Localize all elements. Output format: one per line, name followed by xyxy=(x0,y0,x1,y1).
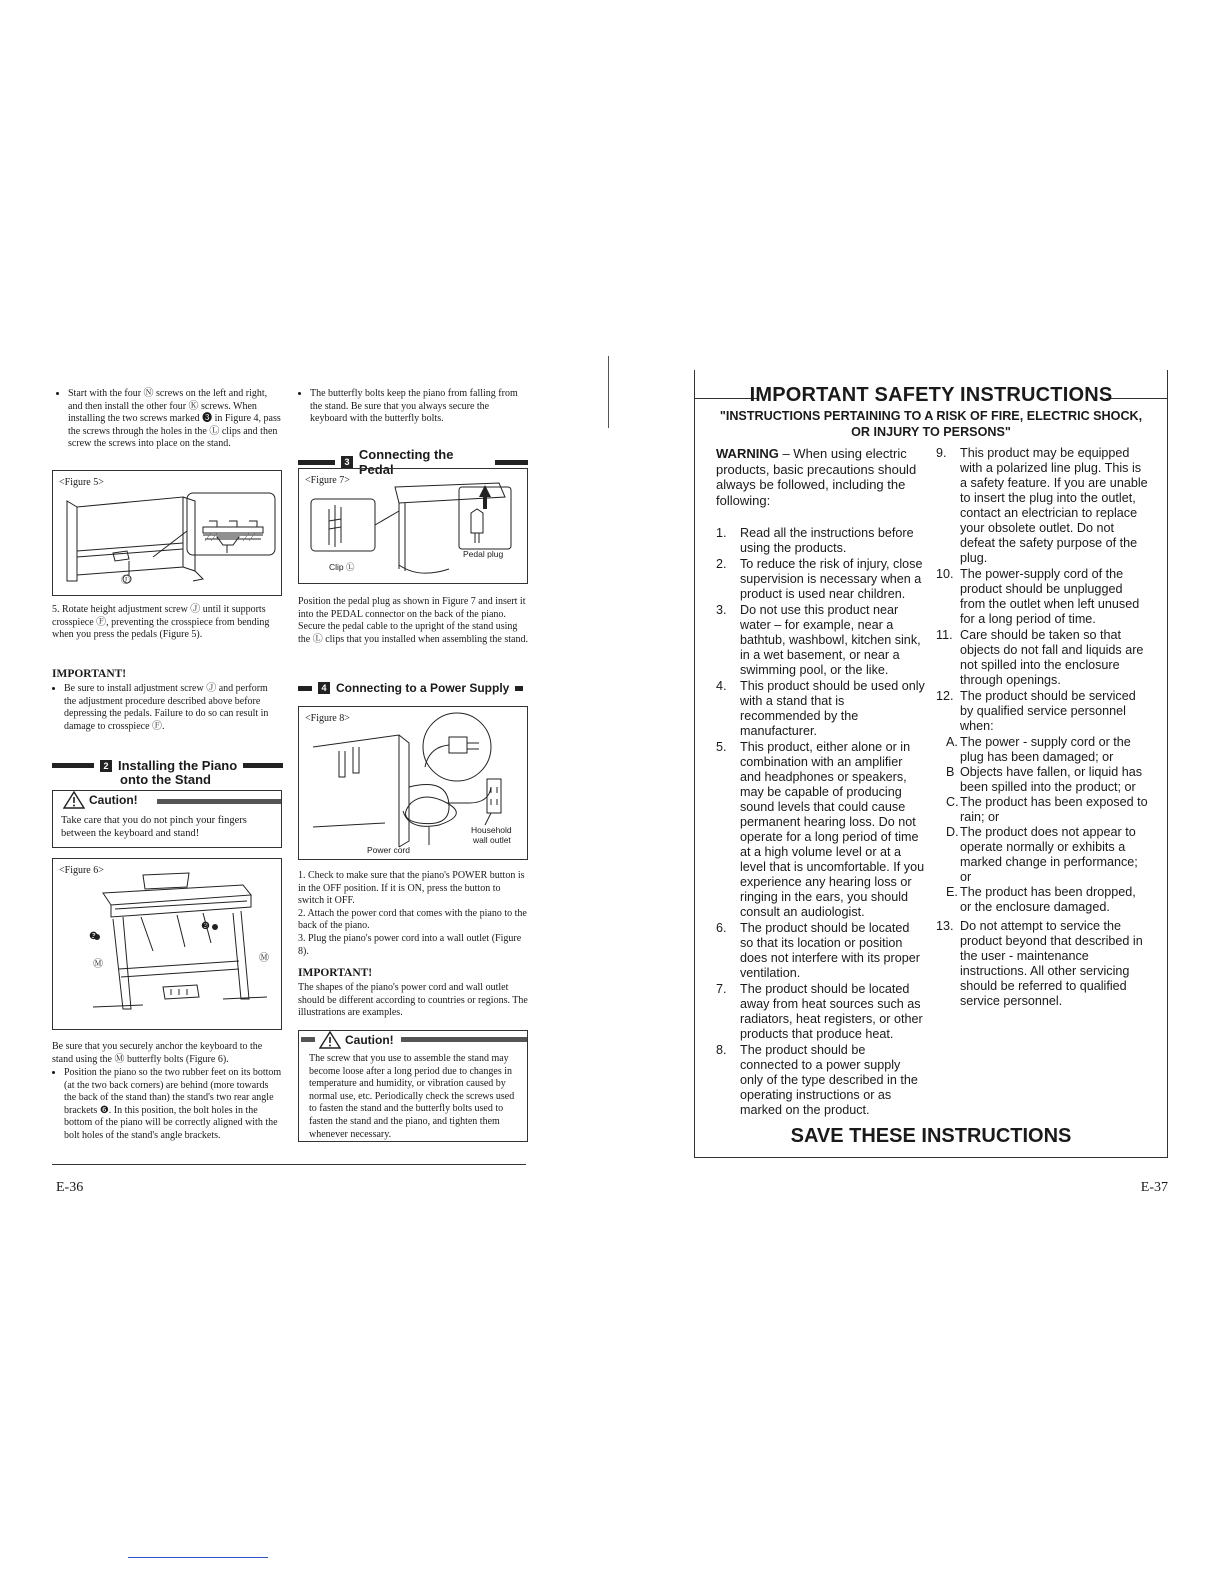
butterfly-bullet-text: • The butterfly bolts keep the piano from falling from the stand. Be sure that you always secure the keyboard with the butterfly bolts. xyxy=(310,388,528,426)
caution-text-2: The screw that you use to assemble the stand may become loose after a long period due to changes in temperature and humidity, or vibration caused by normal use, etc. Periodically check the screws used to fasten the stand and the butterfly bolts used to fasten the stand and the piano, and tighten them whenever necessary. xyxy=(309,1053,515,1140)
important-bullet-1 xyxy=(52,683,282,733)
heading-bar xyxy=(52,763,94,768)
figure-6-callout-ma: Ⓜ xyxy=(93,959,103,970)
item-text: The product should be located away from heat sources such as radiators, heat registers, or other products that produce heat. xyxy=(740,982,923,1041)
lettered-item-d xyxy=(946,825,1148,885)
section-2-title-line2: onto the Stand xyxy=(120,772,211,787)
lettered-item-e xyxy=(946,885,1148,915)
figure-5-illustration xyxy=(53,471,281,595)
item-number: 4. xyxy=(716,679,727,693)
lettered-item-c xyxy=(946,795,1148,825)
safety-item-10 xyxy=(936,567,1148,627)
safety-item-11 xyxy=(936,628,1148,688)
up-arrow-icon xyxy=(479,485,491,509)
item-number: 9. xyxy=(936,446,947,460)
figure-6-callout-3a: ❸ xyxy=(89,931,98,942)
item-number: 7. xyxy=(716,982,727,996)
safety-item-4 xyxy=(716,679,926,739)
safety-item-1 xyxy=(716,526,926,556)
item-text: This product may be equipped with a polarized line plug. This is a safety feature. If you are unable to insert the plug into the outlet, contact an electrician to replace your obsolete outlet. Do not defeat the safety purpose of the plug. xyxy=(960,446,1148,565)
item-letter: C. xyxy=(946,795,959,809)
power-step-2: 2. Attach the power cord that comes with the piano to the back of the piano. xyxy=(298,907,527,932)
figure-8-label: <Figure 8> xyxy=(305,713,350,724)
safety-item-8 xyxy=(716,1043,926,1118)
safety-list-left xyxy=(716,526,926,1119)
figure-8-outlet-label-2: wall outlet xyxy=(473,835,511,845)
section-2-number: 2 xyxy=(100,760,112,772)
item-number: 10. xyxy=(936,567,954,581)
warning-label: WARNING xyxy=(716,446,779,461)
heading-bar xyxy=(243,763,283,768)
caution-title-2: Caution! xyxy=(345,1033,394,1047)
figure-8-power-cord-label: Power cord xyxy=(367,845,410,855)
safety-item-6 xyxy=(716,921,926,981)
safety-item-12 xyxy=(936,689,1148,734)
item-text: To reduce the risk of injury, close supervision is necessary when a product is used near children. xyxy=(740,557,923,601)
caution-title-1: Caution! xyxy=(89,793,138,807)
safety-item-9 xyxy=(936,446,1148,566)
figure-8-outlet-label-1: Household xyxy=(471,825,512,835)
pedal-text: Position the pedal plug as shown in Figure 7 and insert it into the PEDAL connector on the back of the piano. Secure the pedal cable to the upright of the stand using the Ⓛ clips that you installed when assembling the stand. xyxy=(298,596,528,645)
important-title-1: IMPORTANT! xyxy=(52,668,127,680)
item-text: The power-supply cord of the product should be unplugged from the outlet when left unused for a long period of time. xyxy=(960,567,1140,626)
item-text: Read all the instructions before using the products. xyxy=(740,526,914,555)
item-number: 11. xyxy=(936,628,953,642)
figure-7-pedal-plug-label: Pedal plug xyxy=(463,549,504,559)
caution-box-1 xyxy=(52,790,282,848)
figure-7-clip-label: Clip Ⓛ xyxy=(329,562,355,572)
item-number: 5. xyxy=(716,740,727,754)
anchor-text: Be sure that you securely anchor the keyboard to the stand using the Ⓜ butterfly bolts (Figure 6). xyxy=(52,1041,263,1065)
item-text: Do not attempt to service the product beyond that described in the user - maintenance instructions. All other servicing should be referred to qualified service personnel. xyxy=(960,919,1143,1008)
figure-8 xyxy=(298,706,528,860)
page-number-right: E-37 xyxy=(1140,1180,1168,1195)
safety-item-2 xyxy=(716,557,926,602)
figure-6-label: <Figure 6> xyxy=(59,865,104,876)
figure-6-callout-3b: ❸ xyxy=(201,921,210,932)
caution-bar xyxy=(401,1037,527,1042)
save-instructions: SAVE THESE INSTRUCTIONS xyxy=(790,1125,1072,1147)
figure-5-callout-j: Ⓙ xyxy=(121,575,131,585)
figure-6 xyxy=(52,858,282,1030)
gutter-line xyxy=(608,356,609,428)
caution-text-1: Take care that you do not pinch your fingers between the keyboard and stand! xyxy=(61,815,247,839)
figure-7-label: <Figure 7> xyxy=(305,475,350,486)
item-letter: B xyxy=(946,765,955,779)
caution-header-1 xyxy=(63,791,138,809)
caution-bar xyxy=(157,799,281,804)
heading-bar xyxy=(298,460,335,465)
figure-5 xyxy=(52,470,282,596)
item-text: The product should be connected to a power supply only of the type described in the operating instructions or as marked on the product. xyxy=(740,1043,918,1117)
bottom-link-line xyxy=(128,1557,268,1558)
figure-5-label: <Figure 5> xyxy=(59,477,104,488)
section-4-heading xyxy=(298,681,530,695)
warning-triangle-icon xyxy=(319,1031,341,1049)
section-4-number: 4 xyxy=(318,682,330,694)
intro-bullet-text: • Start with the four Ⓝ screws on the left and right, and then install the other four Ⓚ screws. When installing the two screws marked ❸ in Figure 4, pass the screws through the holes in the Ⓛ clips and then screw the screws into place on the stand. xyxy=(68,388,282,451)
item-letter: A. xyxy=(946,735,958,749)
safety-item-13 xyxy=(936,919,1148,1009)
left-footer-rule xyxy=(52,1164,526,1165)
safety-subtitle-1: "INSTRUCTIONS PERTAINING TO A RISK OF FIRE, ELECTRIC SHOCK, xyxy=(719,409,1143,423)
item-number: 3. xyxy=(716,603,727,617)
item-letter: E. xyxy=(946,885,958,899)
item-text: The product has been dropped, or the enclosure damaged. xyxy=(960,885,1136,914)
item-text: This product should be used only with a stand that is recommended by the manufacturer. xyxy=(740,679,925,738)
item-text: The product has been exposed to rain; or xyxy=(960,795,1148,824)
caution-header-2 xyxy=(319,1031,394,1049)
safety-item-5 xyxy=(716,740,926,920)
important-text-2: The shapes of the piano's power cord and wall outlet should be different according to countries or regions. The illustrations are examples. xyxy=(298,982,528,1019)
position-bullet xyxy=(52,1067,282,1143)
figure-7 xyxy=(298,468,528,584)
item-number: 2. xyxy=(716,557,727,571)
section-2-heading xyxy=(52,758,284,773)
item-number: 12. xyxy=(936,689,954,703)
power-steps xyxy=(298,870,528,958)
item-text: Objects have fallen, or liquid has been spilled into the product; or xyxy=(960,765,1143,794)
lettered-item-b xyxy=(946,765,1148,795)
figure-6-callout-mb: Ⓜ xyxy=(259,953,269,964)
heading-bar xyxy=(495,460,528,465)
item-number: 1. xyxy=(716,526,727,540)
safety-item-7 xyxy=(716,982,926,1042)
safety-title: IMPORTANT SAFETY INSTRUCTIONS xyxy=(749,384,1113,406)
warning-paragraph xyxy=(716,446,926,508)
item-text: The power - supply cord or the plug has been damaged; or xyxy=(960,735,1131,764)
heading-bar xyxy=(298,686,312,691)
important-bullet-1-text: • Be sure to install adjustment screw Ⓙ and perform the adjustment procedure described above before depressing the pedals. Failure to do so can result in damage to crosspiece Ⓕ. xyxy=(64,683,282,733)
caution-box-2 xyxy=(298,1030,528,1142)
warning-triangle-icon xyxy=(63,791,85,809)
lettered-item-a xyxy=(946,735,1148,765)
warning-text: – When using electric products, basic precautions should always be followed, including the following: xyxy=(716,446,917,508)
section-3-title: Connecting the Pedal xyxy=(358,447,454,477)
important-title-2: IMPORTANT! xyxy=(298,967,373,979)
item-text: Do not use this product near water – for example, near a bathtub, washbowl, kitchen sink, in a wet basement, or near a swimming pool, or the like. xyxy=(740,603,921,677)
section-3-number: 3 xyxy=(341,456,353,468)
safety-subtitle-2: OR INJURY TO PERSONS" xyxy=(851,425,1011,439)
item-number: 13. xyxy=(936,919,954,933)
safety-list-right xyxy=(936,446,1148,1010)
figure-6-illustration xyxy=(53,859,281,1029)
power-step-3: 3. Plug the piano's power cord into a wall outlet (Figure 8). xyxy=(298,932,522,957)
power-step-1: 1. Check to make sure that the piano's POWER button is in the OFF position. If it is ON, press the button to switch it OFF. xyxy=(298,870,525,907)
caution-bar xyxy=(301,1037,315,1042)
item-text: The product does not appear to operate normally or exhibits a marked change in performance; or xyxy=(960,825,1138,884)
item-text: The product should be located so that its location or position does not interfere with its proper ventilation. xyxy=(740,921,920,980)
item-text: Care should be taken so that objects do not fall and liquids are not spilled into the enclosure through openings. xyxy=(960,628,1144,687)
safety-item-3 xyxy=(716,603,926,678)
step-5: 5. Rotate height adjustment screw Ⓙ until it supports crosspiece Ⓕ, preventing the crosspiece from bending when you press the pedals (Figure 5). xyxy=(52,604,270,641)
heading-bar xyxy=(515,686,523,691)
intro-bullet xyxy=(56,388,282,451)
section-4-title: Connecting to a Power Supply xyxy=(336,681,510,695)
position-bullet-text: • Position the piano so the two rubber feet on its bottom (at the two back corners) are behind (more towards the back of the stand than) the stand's two rear angle brackets ❻. In this position, the bolt holes in the bottom of the piano will be correctly aligned with the bolt holes of the stand's angle brackets. xyxy=(64,1067,282,1143)
item-number: 8. xyxy=(716,1043,727,1057)
item-letter: D. xyxy=(946,825,959,839)
lettered-list xyxy=(936,735,1148,915)
butterfly-bullet xyxy=(298,388,528,426)
page-number-left: E-36 xyxy=(56,1180,84,1195)
item-text: This product, either alone or in combination with an amplifier and headphones or speakers, may be capable of producing sound levels that could cause permanent hearing loss. Do not operate for a long period of time at a high volume level or at a level that is uncomfortable. If you experience any hearing loss or ringing in the ears, you should consult an audiologist. xyxy=(740,740,925,919)
item-number: 6. xyxy=(716,921,727,935)
item-text: The product should be serviced by qualified service personnel when: xyxy=(960,689,1136,733)
section-2-title-line1: Installing the Piano xyxy=(118,758,238,773)
